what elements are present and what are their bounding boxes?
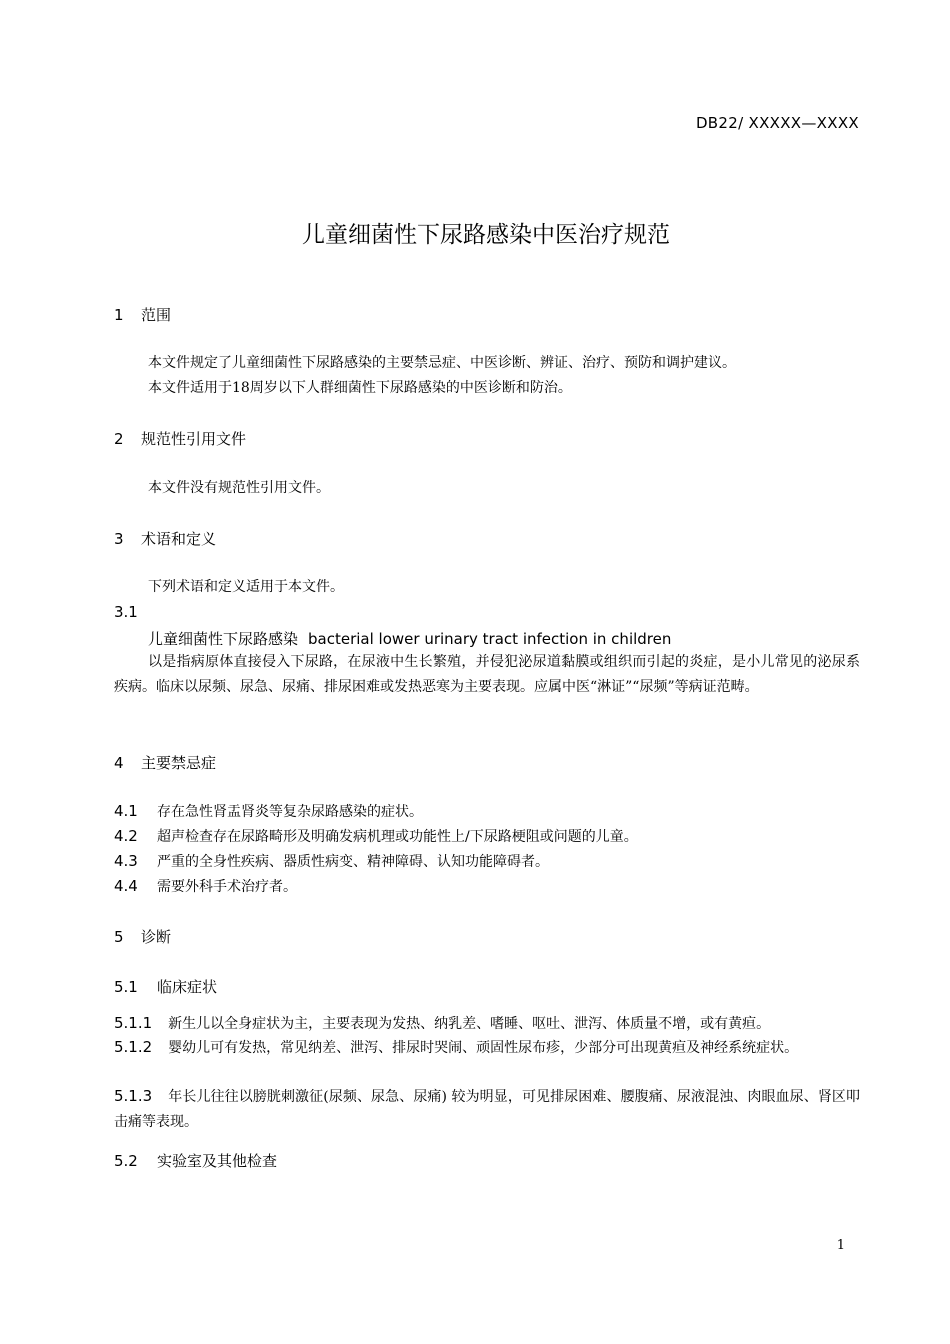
- term-definition: 以是指病原体直接侵入下尿路，在尿液中生长繁殖，并侵犯泌尿道黏膜或组织而引起的炎症，是小儿常见的泌尿系疾病。临床以尿频、尿急、尿痛、排尿困难或发热恶寒为主要表现。应属中医“淋证”“尿频”等病证范畴。: [114, 654, 860, 695]
- list-item: [114, 851, 549, 871]
- document-title: 儿童细菌性下尿路感染中医治疗规范: [302, 222, 670, 248]
- item-text: 婴幼儿可有发热，常见纳差、泄泻、排尿时哭闹、顽固性尿布疹，少部分可出现黄疸及神经系统症状。: [168, 1040, 799, 1056]
- item-text: 需要外科手术治疗者。: [157, 879, 297, 895]
- symptom-item: [114, 1035, 860, 1061]
- section-heading-terms: [114, 528, 216, 549]
- section-title: 主要禁忌症: [141, 754, 217, 772]
- page-number: 1: [836, 1238, 845, 1253]
- item-number: 5.1.1: [114, 1014, 153, 1032]
- section-heading-normative-references: [114, 428, 246, 449]
- section-number: 5: [114, 928, 124, 946]
- term-chinese: 儿童细菌性下尿路感染: [148, 630, 299, 648]
- term-number: 3.1: [114, 603, 138, 621]
- section-title: 术语和定义: [141, 530, 217, 548]
- section-number: 4: [114, 754, 124, 772]
- term-english: bacterial lower urinary tract infection in children: [308, 630, 672, 648]
- paragraph: 本文件适用于18周岁以下人群细菌性下尿路感染的中医诊断和防治。: [148, 380, 572, 396]
- section-heading-diagnosis: [114, 926, 171, 947]
- section-number: 2: [114, 430, 124, 448]
- document-code: DB22/ XXXXX—XXXX: [695, 114, 859, 132]
- subsection-number: 5.2: [114, 1152, 138, 1170]
- item-text: 存在急性肾盂肾炎等复杂尿路感染的症状。: [157, 804, 423, 820]
- symptom-item: [114, 1011, 860, 1037]
- symptom-item: [114, 1084, 860, 1134]
- subsection-heading-clinical-symptoms: [114, 976, 217, 997]
- item-number: 4.2: [114, 827, 138, 845]
- term-entry: [148, 628, 671, 649]
- list-item: [114, 826, 638, 846]
- subsection-heading-lab-tests: [114, 1150, 277, 1171]
- section-title: 范围: [141, 306, 172, 324]
- subsection-title: 临床症状: [157, 978, 218, 996]
- item-text: 新生儿以全身症状为主，主要表现为发热、纳乳差、嗜睡、呕吐、泄泻、体质量不增，或有黄疸。: [168, 1016, 771, 1032]
- item-number: 5.1.2: [114, 1038, 153, 1056]
- paragraph: 本文件规定了儿童细菌性下尿路感染的主要禁忌症、中医诊断、辨证、治疗、预防和调护建议。: [148, 355, 736, 371]
- section-number: 1: [114, 306, 124, 324]
- section-heading-contraindications: [114, 752, 216, 773]
- item-number: 4.3: [114, 852, 138, 870]
- section-heading-scope: [114, 304, 171, 325]
- item-text: 超声检查存在尿路畸形及明确发病机理或功能性上/下尿路梗阻或问题的儿童。: [157, 829, 638, 845]
- subsection-number: 5.1: [114, 978, 138, 996]
- list-item: [114, 801, 423, 821]
- section-number: 3: [114, 530, 124, 548]
- subsection-title: 实验室及其他检查: [157, 1152, 278, 1170]
- list-item: [114, 876, 297, 896]
- section-title: 规范性引用文件: [141, 430, 247, 448]
- section-title: 诊断: [141, 928, 172, 946]
- paragraph: 下列术语和定义适用于本文件。: [148, 579, 344, 595]
- item-number: 5.1.3: [114, 1087, 153, 1105]
- item-number: 4.4: [114, 877, 138, 895]
- item-text: 严重的全身性疾病、器质性病变、精神障碍、认知功能障碍者。: [157, 854, 549, 870]
- paragraph: 本文件没有规范性引用文件。: [148, 480, 330, 496]
- item-number: 4.1: [114, 802, 138, 820]
- item-text: 年长儿往往以膀胱刺激征(尿频、尿急、尿痛) 较为明显，可见排尿困难、腰腹痛、尿液混浊、肉眼血尿、肾区叩击痛等表现。: [114, 1089, 860, 1130]
